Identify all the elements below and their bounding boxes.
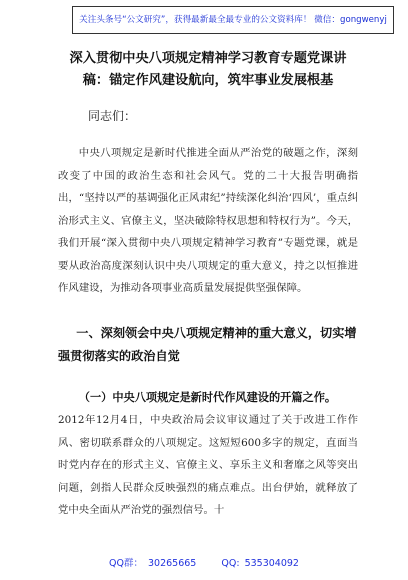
document-page bbox=[58, 42, 358, 522]
qq-contact: QQ: 535304092 bbox=[221, 558, 299, 569]
document-title: 深入贯彻中央八项规定精神学习教育专题党课讲稿：锚定作风建设航向，筑牢事业发展根基 bbox=[69, 51, 347, 88]
greeting: 同志们： bbox=[88, 109, 137, 123]
subsection-paragraph bbox=[58, 386, 358, 522]
qq-group: QQ群： 30265665 bbox=[109, 558, 197, 569]
intro-paragraph: 中央八项规定是新时代推进全面从严治党的破题之作，深刻改变了中国的政治生态和社会风气。党的二十大报告明确指出，“坚持以严的基调强化正风肃纪”持续深化纠治‘四风’，重点纠治形式主义、官僚主义，坚决破除特权思想和特权行为”。今天，我们开展“深入贯彻中央八项规定精神学习教育”专题党课，就是要从政治高度深刻认识中央八项规定的重大意义，持之以恒推进作风建设，为推动各项事业高质量发展提供坚强保障。 bbox=[58, 147, 358, 294]
subsection-heading: （一）中央八项规定是新时代作风建设的开篇之作。 bbox=[78, 389, 337, 404]
subsection-body: 2012年12月4日，中央政治局会议审议通过了关于改进工作作风、密切联系群众的八项规定。这短短600多字的规定，直面当时党内存在的形式主义、官僚主义、享乐主义和奢靡之风等突出问题，剑指人民群众反映强烈的痛点难点。出台伊始，就释放了党中央全面从严治党的强烈信号。十 bbox=[58, 414, 358, 516]
section-heading: 一、深刻领会中央八项规定精神的重大意义，切实增强贯彻落实的政治自觉 bbox=[58, 325, 357, 363]
promo-banner: 关注头条号“公文研究”，获得最新最全最专业的公文资料库！ 微信：gongwenyj bbox=[72, 6, 394, 34]
contact-footer bbox=[0, 555, 408, 569]
